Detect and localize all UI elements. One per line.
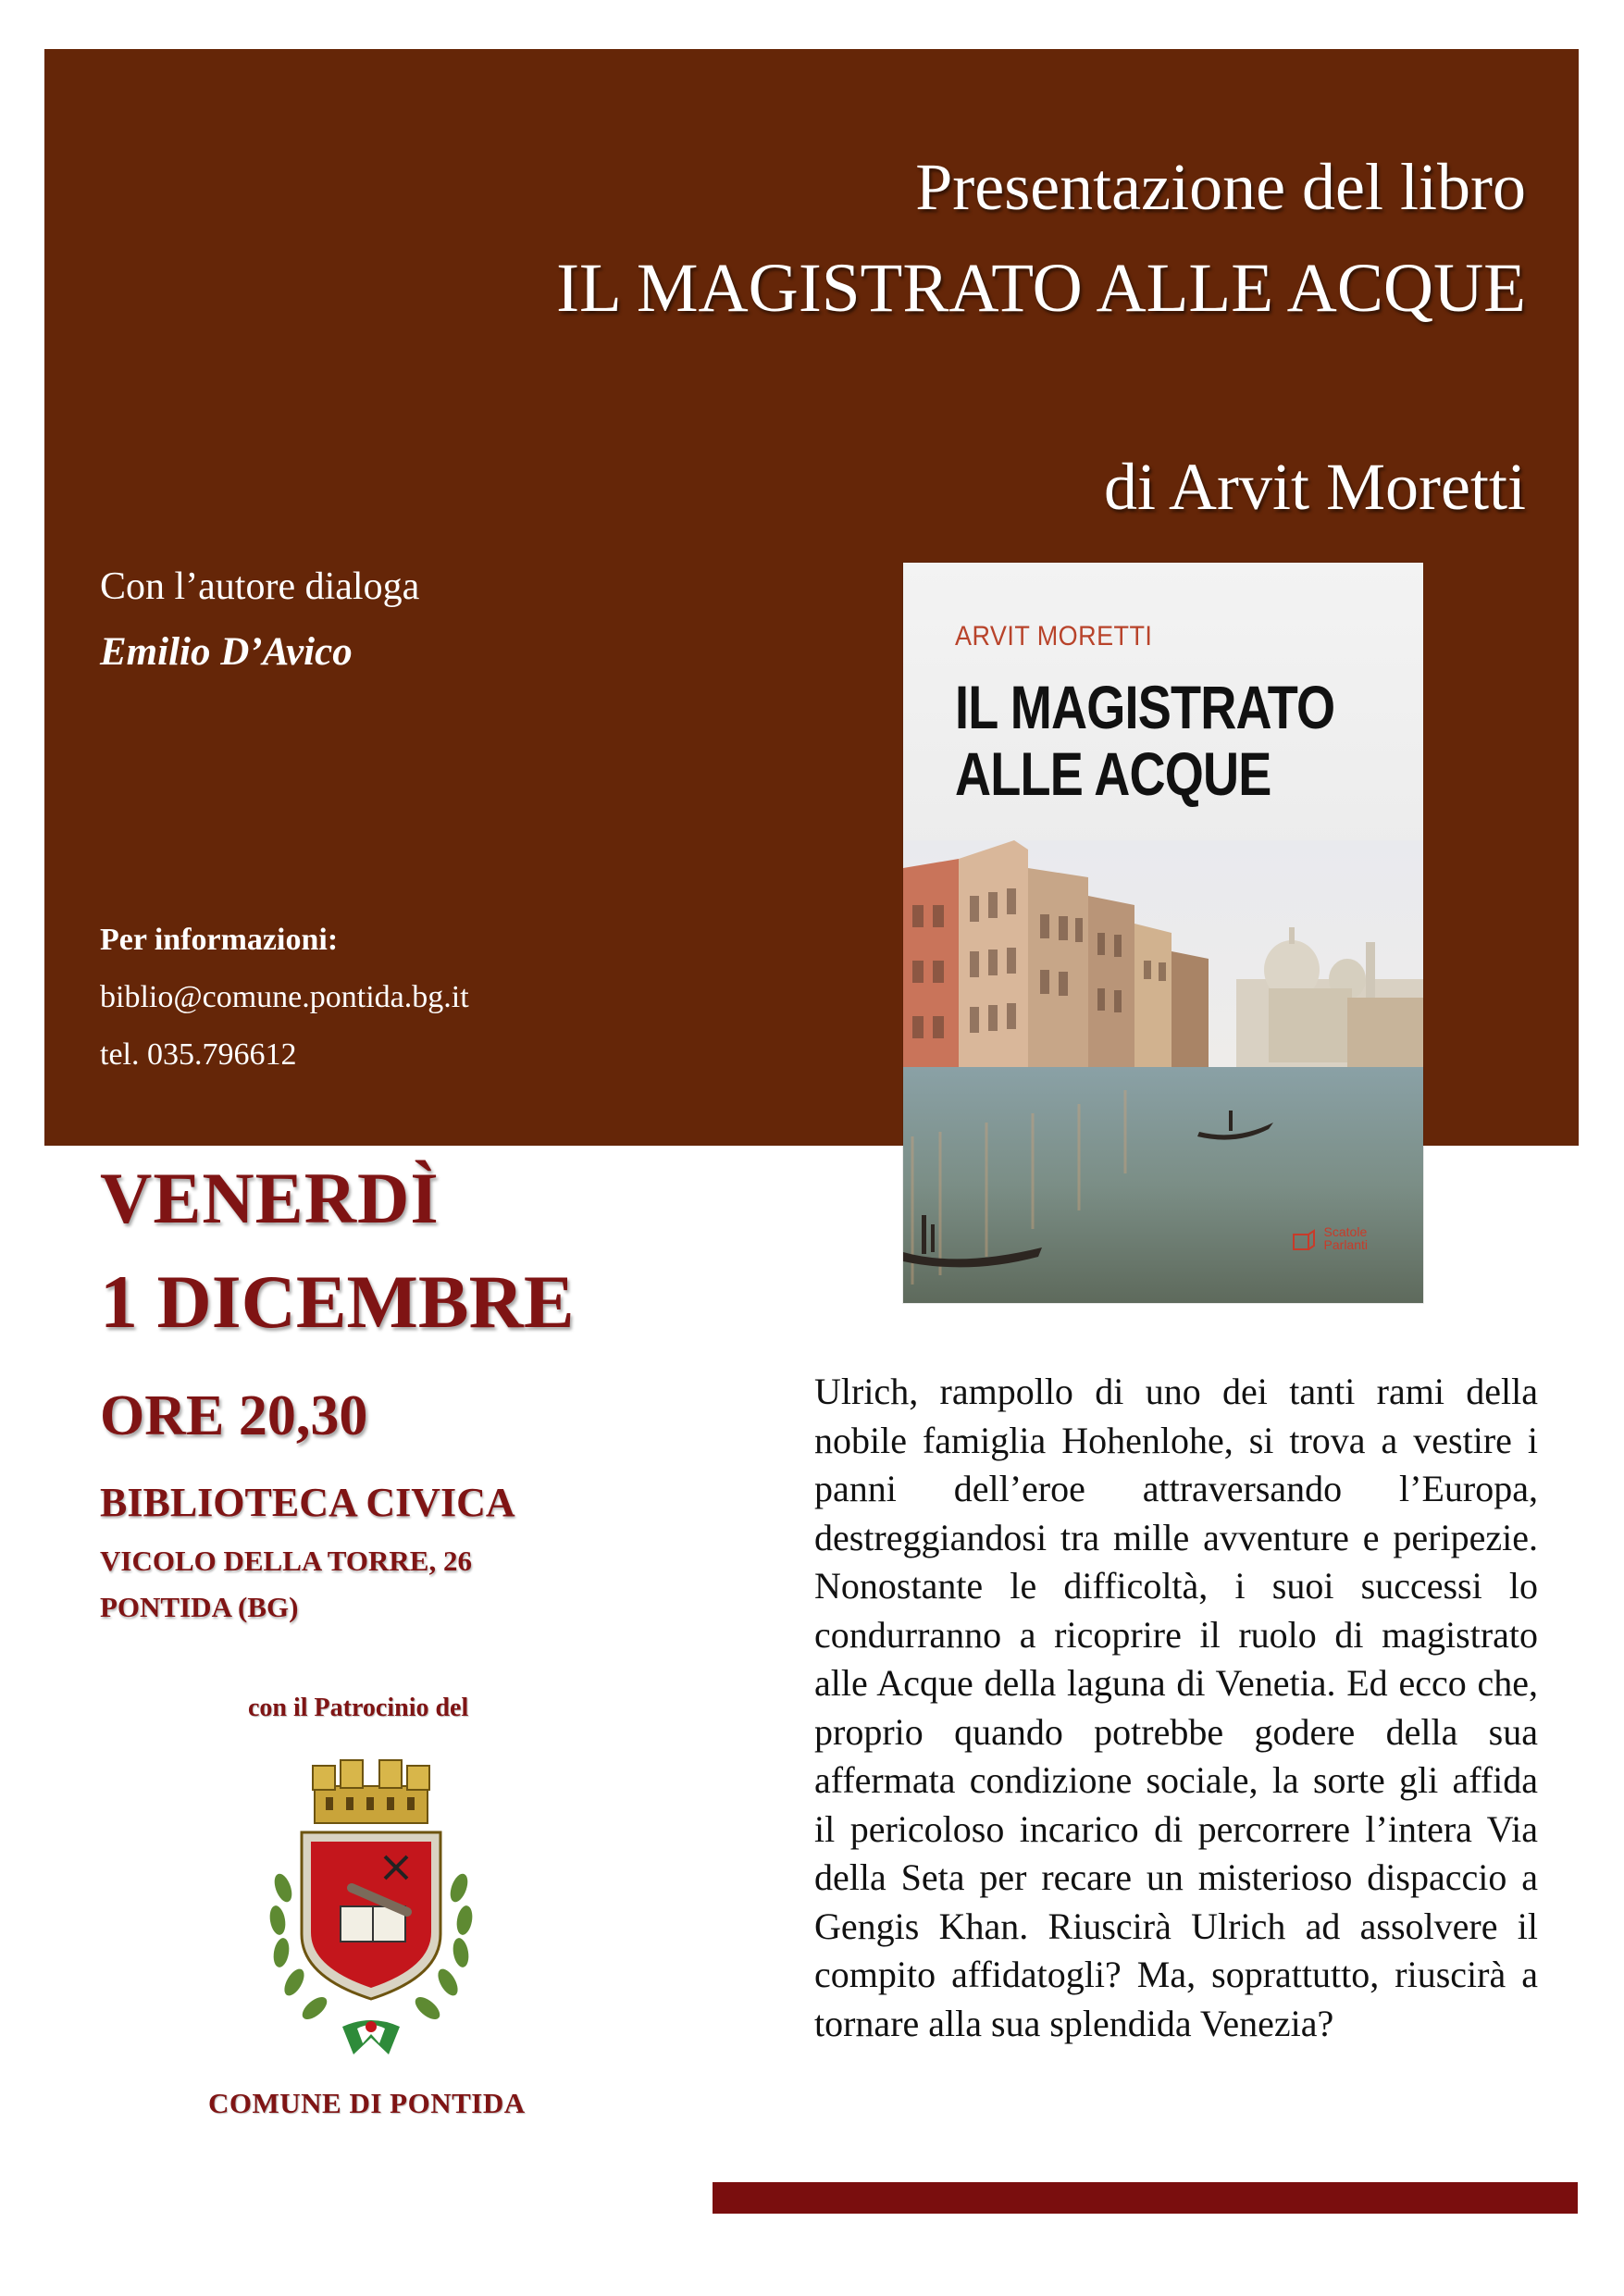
dialog-name: Emilio D’Avico	[100, 630, 353, 674]
book-cover-author: ARVIT MORETTI	[955, 621, 1153, 652]
pontida-coat-of-arms-icon	[250, 1749, 492, 2079]
contact-email: biblio@comune.pontida.bg.it	[100, 980, 469, 1014]
dialog-label: Con l’autore dialoga	[100, 565, 420, 608]
patronage-label: con il Patrocinio del	[248, 1694, 469, 1722]
book-cover	[903, 563, 1423, 1303]
event-title	[556, 141, 1526, 344]
event-time: ORE 20,30	[100, 1384, 368, 1447]
book-cover-title: IL MAGISTRATO ALLE ACQUE	[955, 673, 1335, 808]
publisher-name: Scatole Parlanti	[1323, 1224, 1368, 1252]
book-synopsis: Ulrich, rampollo di uno dei tanti rami della nobile famiglia Hohenlohe, si trova a vestire i panni dell’eroe attraversando l’Europa, destreggiandosi tra mille avventure e peripezie. Nonostante le difficoltà, i suoi successi lo condurranno a ricoprire il ruolo di magistrato alle Acque della laguna di Venetia. Ed ecco che, proprio quando potrebbe godere della sua affermata condizione sociale, la sorte gli affida il pericoloso incarico di percorrere l’intera Via della Seta per recare un misterioso dispaccio a Gengis Khan. Riuscirà Ulrich ad assolvere il compito affidatogli? Ma, soprattutto, riuscirà a tornare alla sua splendida Venezia?	[814, 1371, 1538, 2044]
contact-info	[100, 912, 469, 1084]
event-address	[100, 1538, 472, 1631]
contact-phone: tel. 035.796612	[100, 1037, 297, 1072]
event-day: VENERDÌ	[100, 1158, 440, 1238]
footer-bar	[713, 2182, 1578, 2214]
event-venue: BIBLIOTECA CIVICA	[100, 1480, 515, 1525]
title-line-book: IL MAGISTRATO ALLE ACQUE	[556, 250, 1526, 327]
event-date: 1 DICEMBRE	[100, 1260, 575, 1344]
contact-title: Per informazioni:	[100, 923, 339, 957]
address-city: PONTIDA (BG)	[100, 1591, 299, 1623]
address-street: VICOLO DELLA TORRE, 26	[100, 1545, 472, 1577]
comune-name: COMUNE DI PONTIDA	[208, 2087, 526, 2119]
title-line-presentation: Presentazione del libro	[915, 150, 1526, 224]
book-author-line: di Arvit Moretti	[1104, 450, 1526, 524]
publisher-logo-icon	[1292, 1229, 1316, 1253]
